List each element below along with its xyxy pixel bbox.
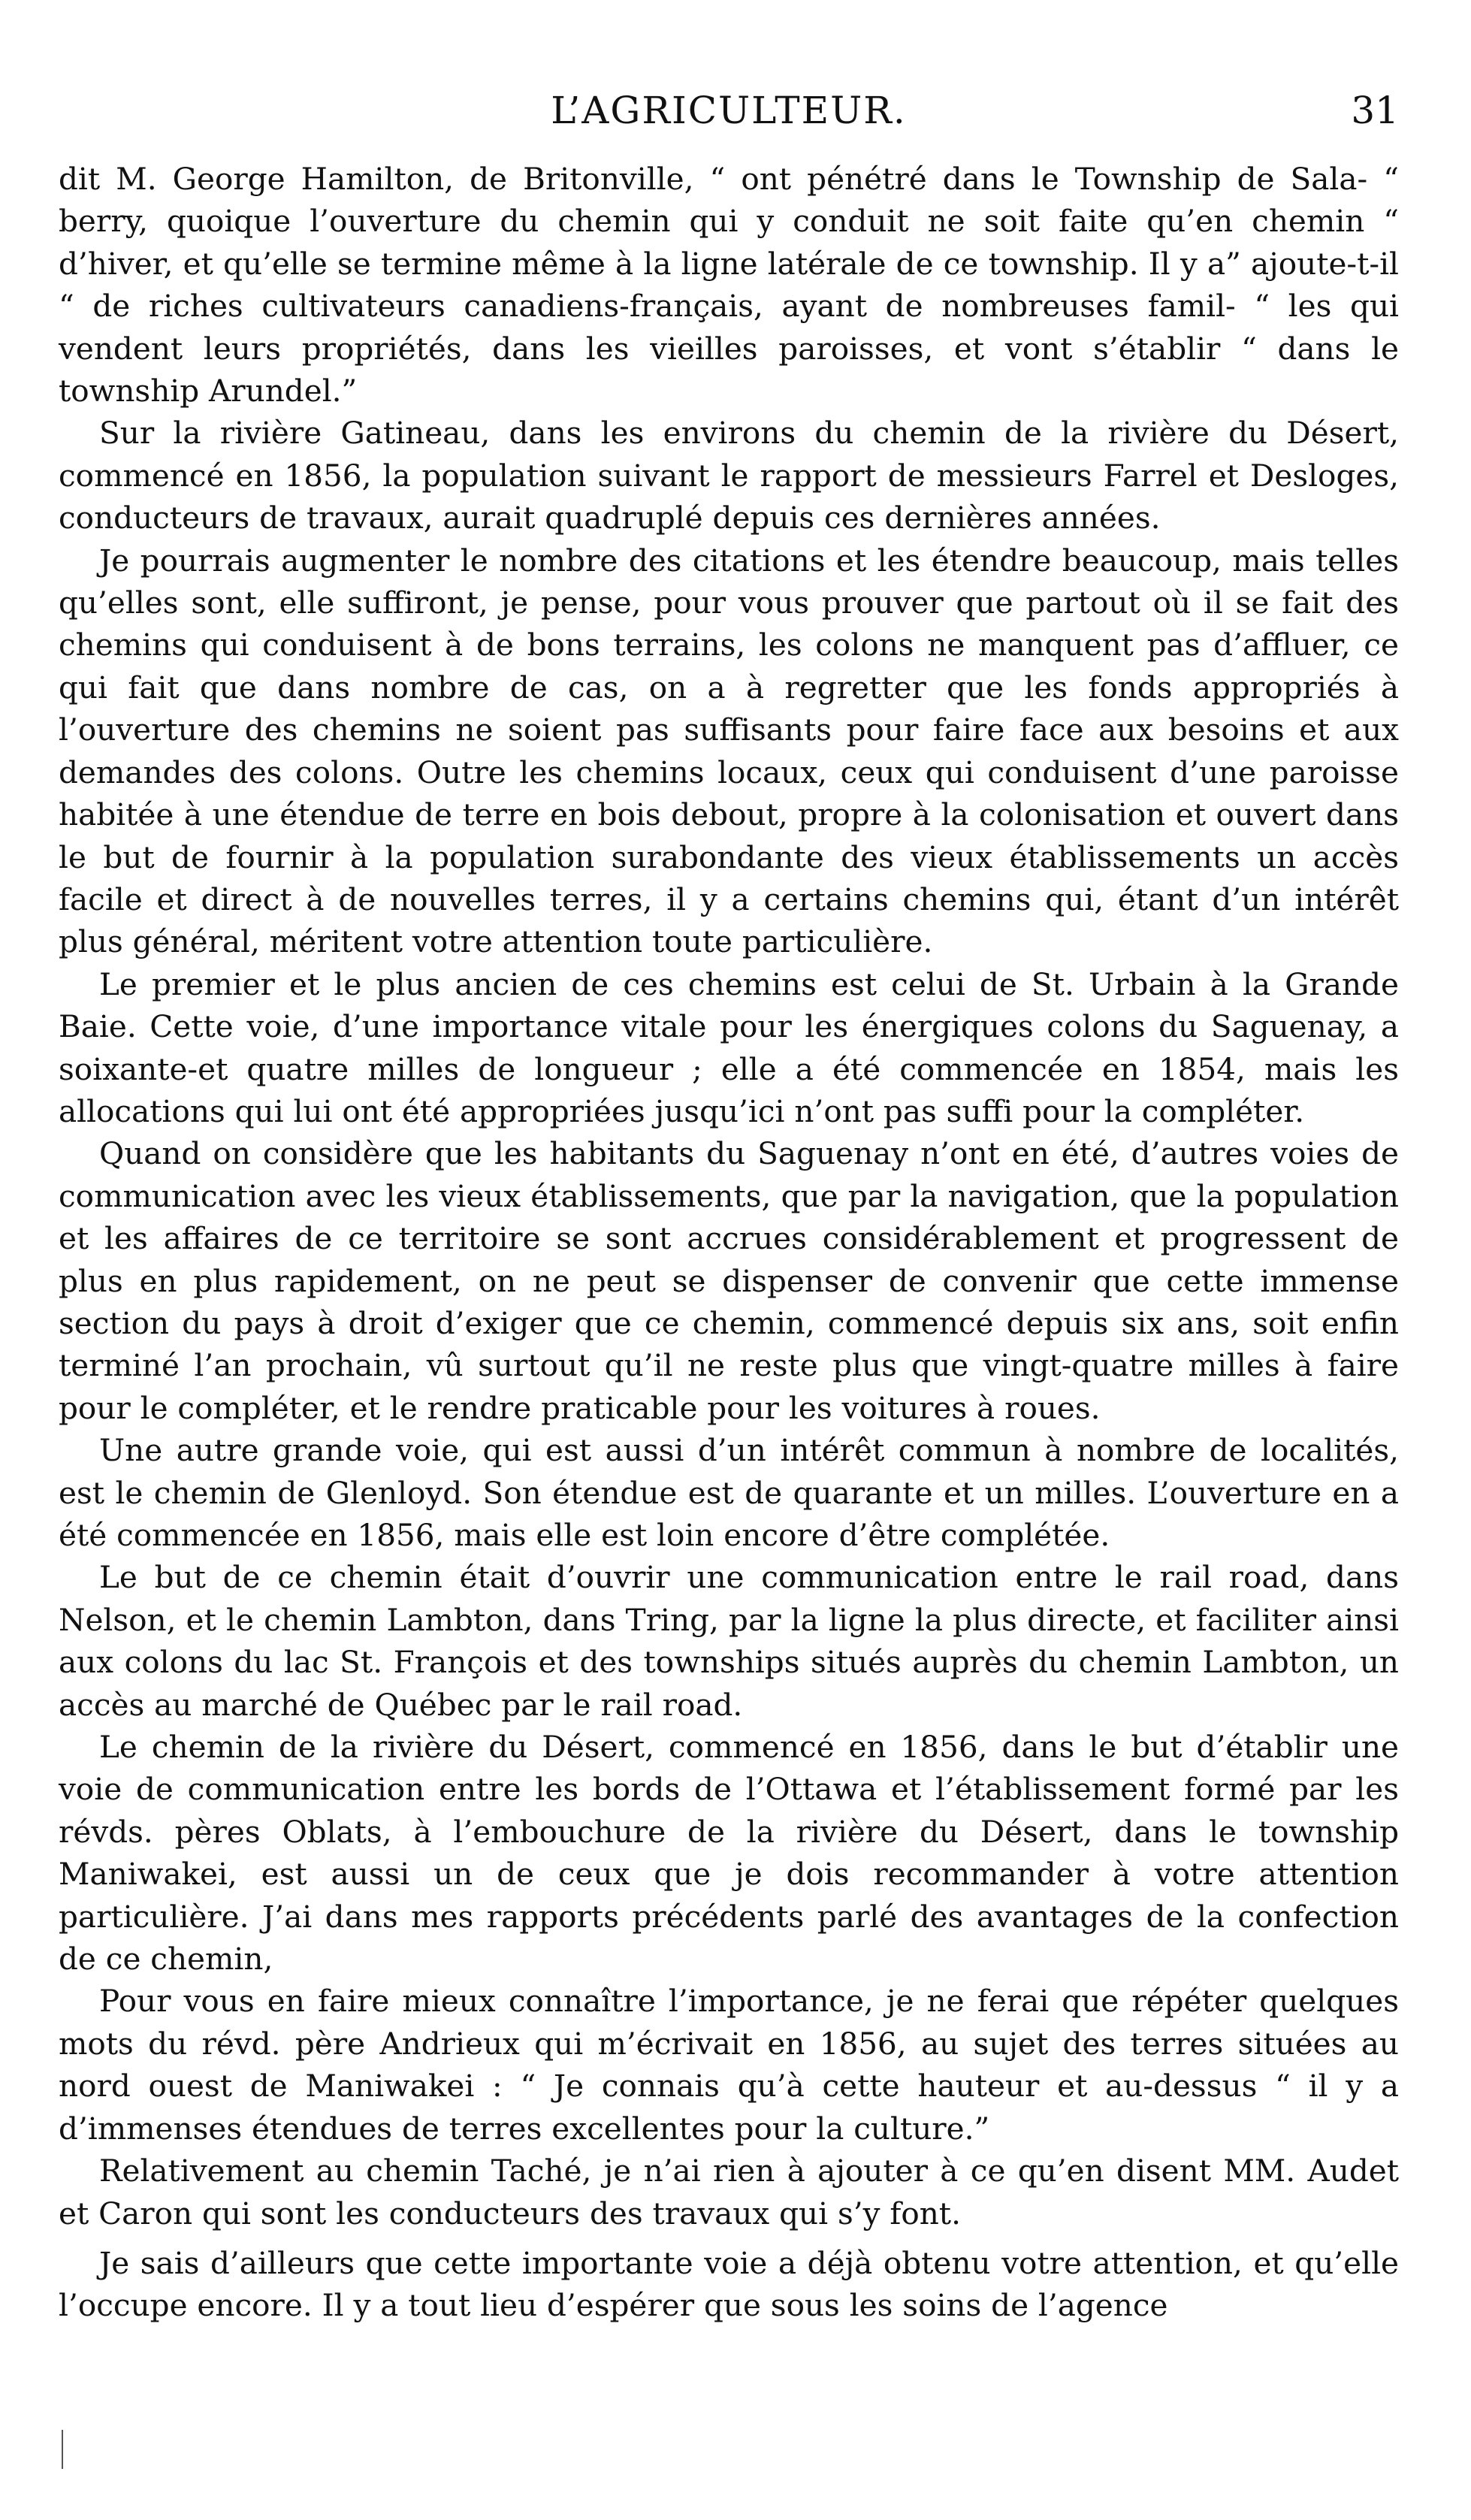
paragraph-9: Pour vous en faire mieux connaître l’importance, je ne ferai que répéter quelques mots du révd. père Andrieux qui m’écrivait en 1856, au sujet des terres situées au nord ouest de Maniwakei : “ Je connais qu’à cette hauteur et au-dessus “ il y a d’immenses étendues de terres excellentes pour la culture.” (59, 1983, 1399, 2147)
paragraph-8: Le chemin de la rivière du Désert, commencé en 1856, dans le but d’établir une voie de communication entre les bords de l’Ottawa et l’établissement formé par les révds. pères Oblats, à l’embouchure de la rivière du Désert, dans le township Maniwakei, est aussi un de ceux que je dois recommander à votre attention particulière. J’ai dans mes rapports précédents parlé des avantages de la confection de ce chemin, (59, 1729, 1399, 1978)
paragraph-5: Quand on considère que les habitants du Saguenay n’ont en été, d’autres voies de communication avec les vieux établissements, que par la navigation, que la population et les affaires de ce territoire se sont accrues considérablement et progressent de plus en plus rapidement, on ne peut se dispenser de convenir que cette immense section du pays à droit d’exiger que ce chemin, commencé depuis six ans, soit enfin terminé l’an prochain, vû surtout qu’il ne reste plus que vingt-quatre milles à faire pour le compléter, et le rendre praticable pour les voitures à roues. (59, 1135, 1399, 1426)
paragraph-1: dit M. George Hamilton, de Britonville, “ ont pénétré dans le Township de Sala- “ berry, quoique l’ouverture du chemin qui y conduit ne soit faite qu’en chemin “ d’hiver, et qu’elle se termine même à la ligne latérale de ce township. Il y a” ajoute-t-il “ de riches cultivateurs canadiens-français, ayant de nombreuses famil- “ les qui vendent leurs propriétés, dans les vieilles paroisses, et vont s’établir “ dans le township Arundel.” (59, 161, 1399, 409)
paragraph-3: Je pourrais augmenter le nombre des citations et les étendre beaucoup, mais telles qu’elles sont, elle suffiront, je pense, pour vous prouver que partout où il se fait des chemins qui conduisent à de bons terrains, les colons ne manquent pas d’affluer, ce qui fait que dans nombre de cas, on a à regretter que les fonds appropriés à l’ouverture des chemins ne soient pas suffisants pour faire face aux besoins et aux demandes des colons. Outre les chemins locaux, ceux qui conduisent d’une paroisse habitée à une étendue de terre en bois debout, propre à la colonisation et ouvert dans le but de fournir à la population surabondante des vieux établissements un accès facile et direct à de nouvelles terres, il y a certains chemins qui, étant d’un intérêt plus général, méritent votre attention toute particulière. (59, 542, 1399, 960)
paragraph-7: Le but de ce chemin était d’ouvrir une communication entre le rail road, dans Nelson, et le chemin Lambton, dans Tring, par la ligne la plus directe, et faciliter ainsi aux colons du lac St. François et des townships situés auprès du chemin Lambton, un accès au marché de Québec par le rail road. (59, 1559, 1399, 1723)
paragraph-6: Une autre grande voie, qui est aussi d’un intérêt commun à nombre de localités, est le chemin de Glenloyd. Son étendue est de quarante et un milles. L’ouverture en a été commencée en 1856, mais elle est loin encore d’être complétée. (59, 1432, 1399, 1553)
paragraph-2: Sur la rivière Gatineau, dans les environs du chemin de la rivière du Désert, commencé en 1856, la population suivant le rapport de messieurs Farrel et Desloges, conducteurs de travaux, aurait quadruplé depuis ces dernières années. (59, 415, 1399, 536)
page-header (59, 89, 1399, 147)
paragraph-4: Le premier et le plus ancien de ces chemins est celui de St. Urbain à la Grande Baie. Cette voie, d’une importance vitale pour les énergiques colons du Saguenay, a soixante-et quatre milles de longueur ; elle a été commencée en 1854, mais les allocations qui lui ont été appropriées jusqu’ici n’ont pas suffi pour la compléter. (59, 965, 1399, 1129)
paragraph-10: Relativement au chemin Taché, je n’ai rien à ajouter à ce qu’en disent MM. Audet et Caron qui sont les conducteurs des travaux qui s’y font. (59, 2153, 1399, 2231)
body-text (59, 158, 1399, 2327)
scan-margin-mark (62, 2430, 63, 2469)
page-number: 31 (1351, 89, 1399, 132)
paragraph-11: Je sais d’ailleurs que cette importante voie a déjà obtenu votre attention, et qu’elle l’occupe encore. Il y a tout lieu d’espérer que sous les soins de l’agence (59, 2244, 1399, 2324)
running-title: L’AGRICULTEUR. (551, 89, 907, 132)
